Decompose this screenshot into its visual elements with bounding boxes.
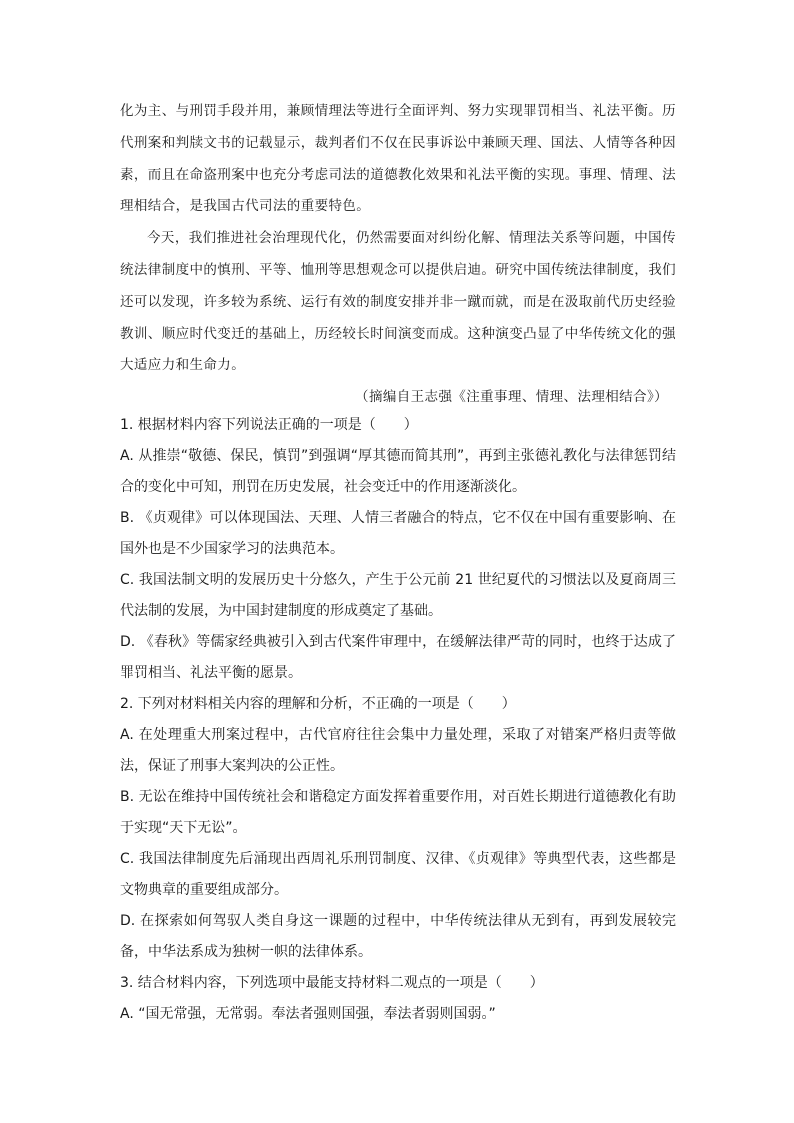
passage-paragraph-2: 今天，我们推进社会治理现代化，仍然需要面对纠纷化解、情理法关系等问题，中国传统法律制度中的慎刑、平等、恤刑等思想观念可以提供启迪。研究中国传统法律制度，我们还可以发现，许多较为系统、运行有效的制度安排并非一蹴而就，而是在汲取前代历史经验教训、顺应时代变迁的基础上，历经较长时间演变而成。这种演变凸显了中华传统文化的强大适应力和生命力。 [120,230,676,374]
option-a: A. “国无常强，无常弱。奉法者强则国强，奉法者弱则国弱。” [120,1006,496,1022]
option-c: C. 我国法律制度先后涌现出西周礼乐刑罚制度、汉律、《贞观律》等典型代表，这些都是文物典章的重要组成部分。 [120,851,676,898]
question-3 [120,968,676,1030]
option-d: D. 在探索如何驾驭人类自身这一课题的过程中，中华传统法律从无到有，再到发展较完备，中华法系成为独树一帜的法律体系。 [120,913,676,960]
reading-passage [120,96,676,414]
option-d: D. 《春秋》等儒家经典被引入到古代案件审理中，在缓解法律严苛的同时，也终于达成了罪罚相当、礼法平衡的愿景。 [120,634,676,681]
option-a: A. 在处理重大刑案过程中，古代官府往往会集中力量处理，采取了对错案严格归责等做法，保证了刑事大案判决的公正性。 [120,727,676,774]
question-stem: 2. 下列对材料相关内容的理解和分析，不正确的一项是（ ） [120,696,516,712]
question-list [120,410,676,1030]
question-2 [120,689,676,968]
question-stem: 3. 结合材料内容，下列选项中最能支持材料二观点的一项是（ ） [120,975,544,991]
passage-paragraph-1: 化为主、与刑罚手段并用，兼顾情理法等进行全面评判、努力实现罪罚相当、礼法平衡。历代刑案和判牍文书的记载显示，裁判者们不仅在民事诉讼中兼顾天理、国法、人情等各种因素，而且在命盗刑案中也充分考虑司法的道德教化效果和礼法平衡的实现。事理、情理、法理相结合，是我国古代司法的重要特色。 [120,103,676,215]
option-c: C. 我国法制文明的发展历史十分悠久，产生于公元前 21 世纪夏代的习惯法以及夏商周三代法制的发展，为中国封建制度的形成奠定了基础。 [120,572,676,619]
option-b: B. 无讼在维持中国传统社会和谐稳定方面发挥着重要作用，对百姓长期进行道德教化有助于实现“天下无讼”。 [120,789,676,836]
passage-citation: （摘编自王志强《注重事理、情理、法理相结合》） [355,389,668,406]
option-b: B. 《贞观律》可以体现国法、天理、人情三者融合的特点，它不仅在中国有重要影响、在国外也是不少国家学习的法典范本。 [120,510,676,557]
question-1 [120,410,676,689]
option-a: A. 从推崇“敬德、保民，慎罚”到强调“厚其德而简其刑”，再到主张德礼教化与法律惩罚结合的变化中可知，刑罚在历史发展，社会变迁中的作用逐渐淡化。 [120,448,676,495]
question-stem: 1. 根据材料内容下列说法正确的一项是（ ） [120,417,418,433]
